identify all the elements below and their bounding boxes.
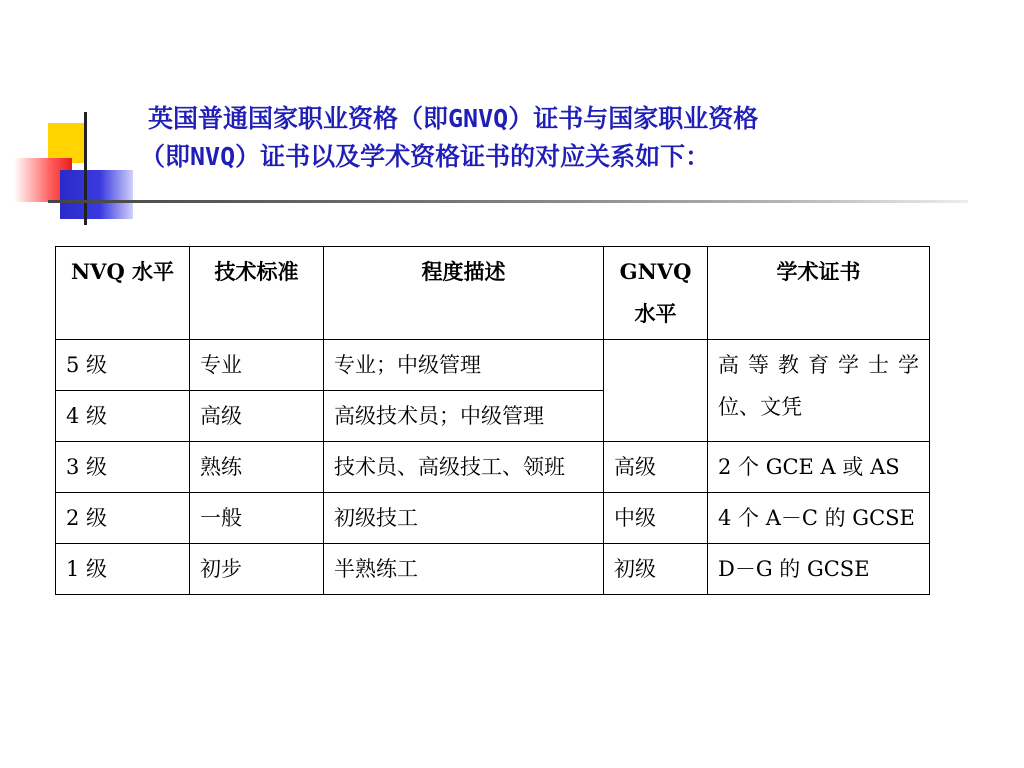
cell-nvq: 2 级 [56, 493, 190, 544]
cell-gnvq: 高级 [604, 442, 708, 493]
cell-academic: 4 个 A－C 的 GCSE [708, 493, 930, 544]
table-row [56, 442, 930, 493]
table-row [56, 544, 930, 595]
cell-standard: 熟练 [190, 442, 324, 493]
cell-nvq: 5 级 [56, 340, 190, 391]
horizontal-rule-decoration [48, 200, 968, 203]
cell-nvq: 4 级 [56, 391, 190, 442]
slide-title [140, 100, 988, 176]
header-academic-certificate: 学术证书 [708, 247, 930, 340]
table-row [56, 340, 930, 391]
vertical-rule-decoration [84, 112, 87, 225]
blue-square-decoration [60, 170, 133, 219]
cell-standard: 高级 [190, 391, 324, 442]
cell-standard: 初步 [190, 544, 324, 595]
cell-nvq: 1 级 [56, 544, 190, 595]
header-description: 程度描述 [324, 247, 604, 340]
cell-description: 半熟练工 [324, 544, 604, 595]
cell-academic-merged: 高 等 教 育 学 士 学位、文凭 [708, 340, 930, 442]
cell-description: 技术员、高级技工、领班 [324, 442, 604, 493]
header-gnvq-level: GNVQ 水平 [604, 247, 708, 340]
header-nvq-level: NVQ 水平 [56, 247, 190, 340]
cell-description: 高级技术员；中级管理 [324, 391, 604, 442]
cell-description: 专业；中级管理 [324, 340, 604, 391]
title-line-1: 英国普通国家职业资格（即GNVQ）证书与国家职业资格 [148, 104, 759, 133]
table-row [56, 493, 930, 544]
cell-standard: 专业 [190, 340, 324, 391]
cell-gnvq: 初级 [604, 544, 708, 595]
cell-academic: 2 个 GCE A 或 AS [708, 442, 930, 493]
cell-nvq: 3 级 [56, 442, 190, 493]
qualification-table [55, 246, 930, 595]
yellow-square-decoration [48, 123, 85, 163]
header-technical-standard: 技术标准 [190, 247, 324, 340]
table-header-row [56, 247, 930, 340]
cell-academic: D－G 的 GCSE [708, 544, 930, 595]
cell-gnvq-merged [604, 340, 708, 442]
cell-description: 初级技工 [324, 493, 604, 544]
title-line-2: （即NVQ）证书以及学术资格证书的对应关系如下： [140, 142, 711, 171]
cell-standard: 一般 [190, 493, 324, 544]
cell-gnvq: 中级 [604, 493, 708, 544]
